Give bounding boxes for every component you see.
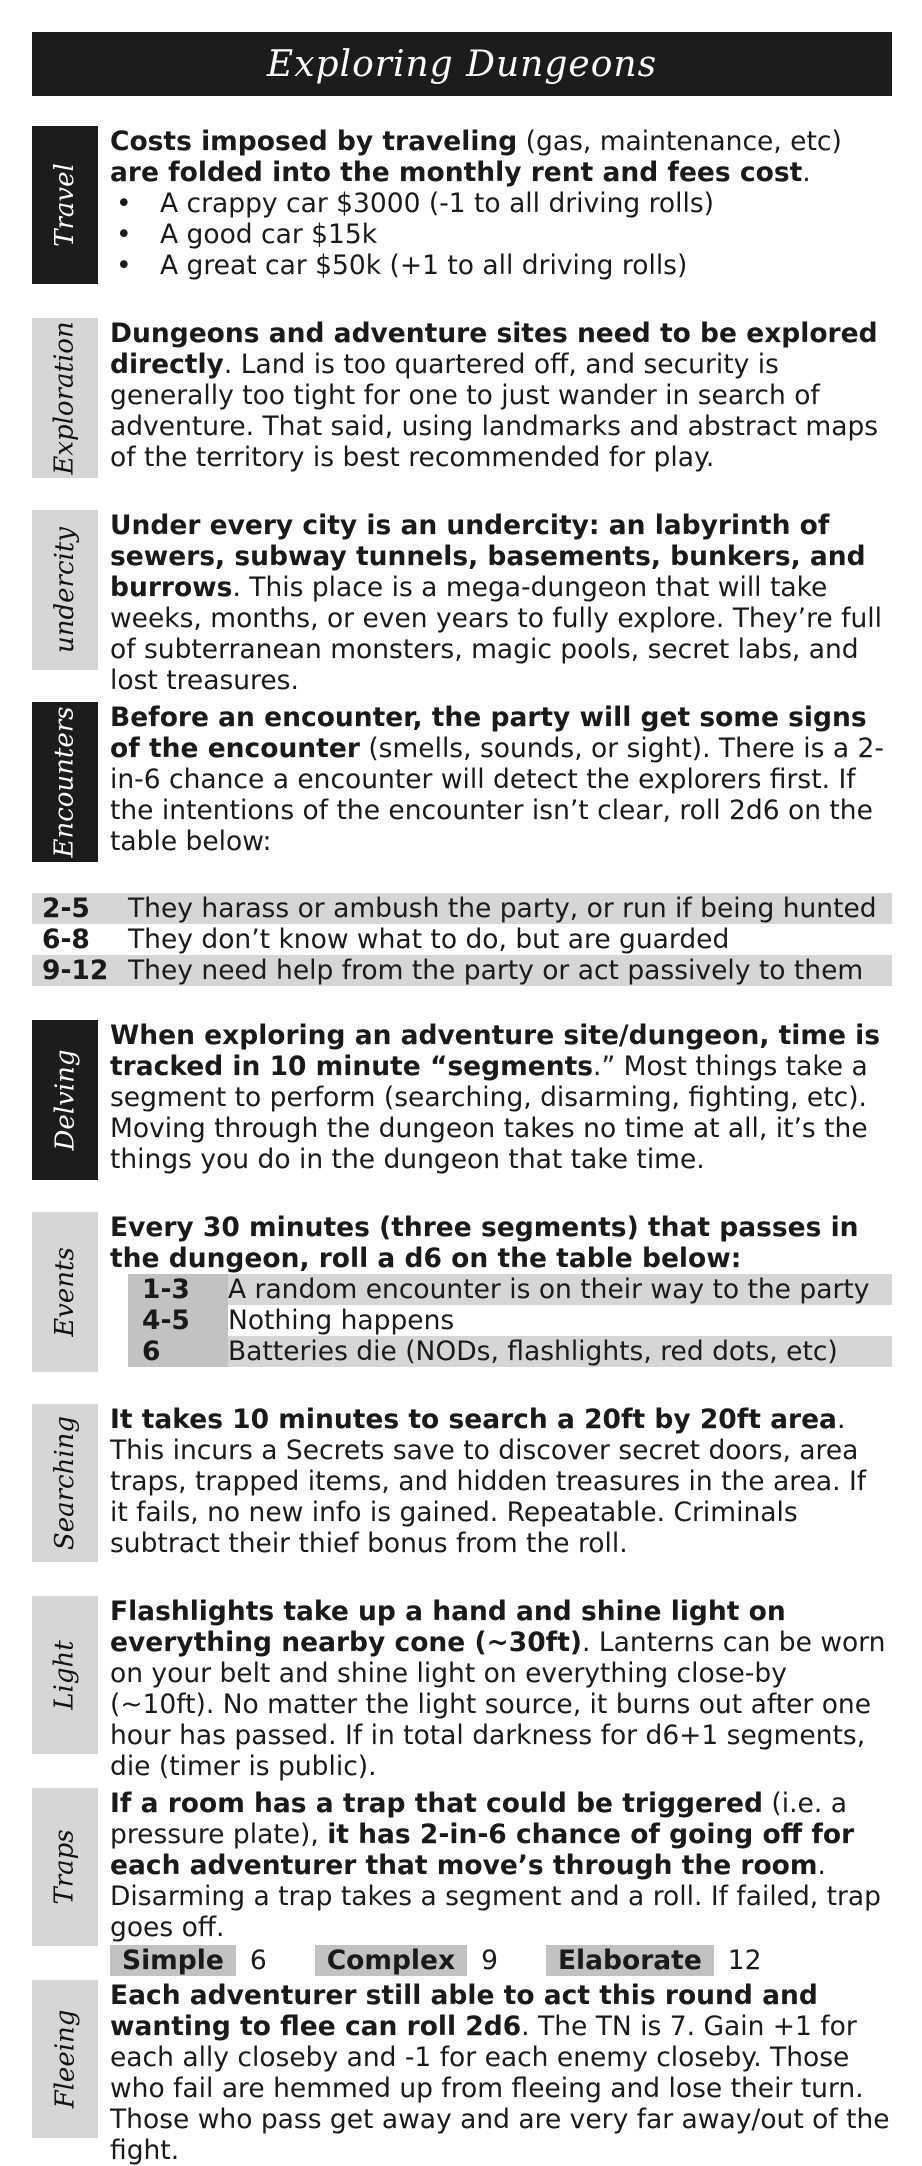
section-text-encounters: Before an encounter, the party will get some signs of the encounter (smells, sounds, or sight). There is a 2-in-6 chance a encounter will detect the explorers first. If the intentions of the encounter isn’t clear, roll 2d6 on the table below: (110, 702, 884, 857)
section-exploration (32, 318, 892, 478)
difficulty-label: Complex (315, 1945, 467, 1976)
table-row: 1-3 A random encounter is on their way to the party (128, 1274, 892, 1305)
list-item: • A great car $50k (+1 to all driving rolls) (110, 250, 892, 281)
section-tab-events: Events (32, 1212, 98, 1372)
section-fleeing (32, 1980, 892, 2166)
difficulty-tn: 12 (727, 1945, 762, 1976)
list-item: • A crappy car $3000 (-1 to all driving rolls) (110, 188, 892, 219)
table-row: 6-8 They don’t know what to do, but are guarded (42, 924, 730, 955)
difficulty-tn: 6 (249, 1945, 267, 1976)
difficulty-label: Simple (110, 1945, 236, 1976)
section-tab-delving: Delving (32, 1020, 98, 1180)
section-text-fleeing: Each adventurer still able to act this round and wanting to flee can roll 2d6. The TN is 7. Gain +1 for each ally closeby and -1 for each enemy closeby. Those who fail are hemmed up from fleeing and lose their turn. Those who pass get away and are very far away/out of the fight. (110, 1980, 890, 2166)
car-cost-list (110, 188, 892, 281)
section-delving (32, 1020, 892, 1180)
section-tab-exploration: Exploration (32, 318, 98, 478)
section-searching (32, 1404, 892, 1562)
section-light (32, 1596, 892, 1782)
section-text-exploration: Dungeons and adventure sites need to be explored directly. Land is too quartered off, and security is generally too tight for one to just wander in search of adventure. That said, using landmarks and abstract maps of the territory is best recommended for play. (110, 318, 879, 473)
page-title: Exploring Dungeons (32, 32, 892, 96)
section-text-light: Flashlights take up a hand and shine light on everything nearby cone (~30ft). Lanterns can be worn on your belt and shine light on everything close-by (~10ft). No matter the light source, it burns out after one hour has passed. If in total darkness for d6+1 segments, die (timer is public). (110, 1596, 886, 1782)
section-tab-searching: Searching (32, 1404, 98, 1562)
difficulty-tn: 9 (481, 1945, 498, 1976)
section-encounters (32, 702, 892, 862)
section-tab-travel: Travel (32, 126, 98, 284)
encounter-reaction-table (32, 893, 892, 986)
section-text-travel: Costs imposed by traveling (gas, maintenance, etc) are folded into the monthly rent and fees cost. • A crappy car $3000 (-1 to all driving rolls) • A good car $15k • A great car $50k (+1 to all driving rolls) (110, 126, 892, 281)
section-text-searching: It takes 10 minutes to search a 20ft by 20ft area. This incurs a Secrets save to discover secret doors, area traps, trapped items, and hidden treasures in the area. If it fails, no new info is gained. Repeatable. Criminals subtract their thief bonus from the roll. (110, 1404, 867, 1559)
section-text-delving: When exploring an adventure site/dungeon, time is tracked in 10 minute “segments.” Most things take a segment to perform (searching, disarming, fighting, etc). Moving through the dungeon takes no time at all, it’s the things you do in the dungeon that take time. (110, 1020, 881, 1175)
table-row: 6 Batteries die (NODs, flashlights, red dots, etc) (128, 1336, 892, 1367)
dungeon-events-table (128, 1274, 892, 1367)
difficulty-label: Elaborate (546, 1945, 714, 1976)
table-row: 9-12 They need help from the party or act passively to them (32, 955, 892, 986)
section-tab-undercity: undercity (32, 510, 98, 670)
section-tab-fleeing: Fleeing (32, 1980, 98, 2138)
table-row: 4-5 Nothing happens (128, 1305, 892, 1336)
list-item: • A good car $15k (110, 219, 892, 250)
section-text-traps: If a room has a trap that could be triggered (i.e. a pressure plate), it has 2-in-6 chance of going off for each adventurer that move’s through the room. Disarming a trap takes a segment and a roll. If failed, trap goes off. Simple 6 Complex 9 Elaborate 12 (110, 1788, 892, 1976)
section-traps (32, 1788, 892, 1976)
section-travel (32, 126, 892, 284)
table-row: 2-5 They harass or ambush the party, or run if being hunted (32, 893, 892, 924)
section-tab-encounters: Encounters (32, 702, 98, 862)
section-tab-traps: Traps (32, 1788, 98, 1946)
section-text-undercity: Under every city is an undercity: an labyrinth of sewers, subway tunnels, basements, bunkers, and burrows. This place is a mega-dungeon that will take weeks, months, or even years to fully explore. They’re full of subterranean monsters, magic pools, secret labs, and lost treasures. (110, 510, 882, 696)
section-text-events: Every 30 minutes (three segments) that passes in the dungeon, roll a d6 on the table below: 1-3 A random encounter is on their way to the party 4-5 Nothing happens 6 Batteries die (NODs, flashlights, red dots, etc) (110, 1212, 892, 1367)
section-tab-light: Light (32, 1596, 98, 1754)
section-undercity (32, 510, 892, 696)
section-events (32, 1212, 892, 1372)
trap-difficulty-row (110, 1945, 892, 1976)
